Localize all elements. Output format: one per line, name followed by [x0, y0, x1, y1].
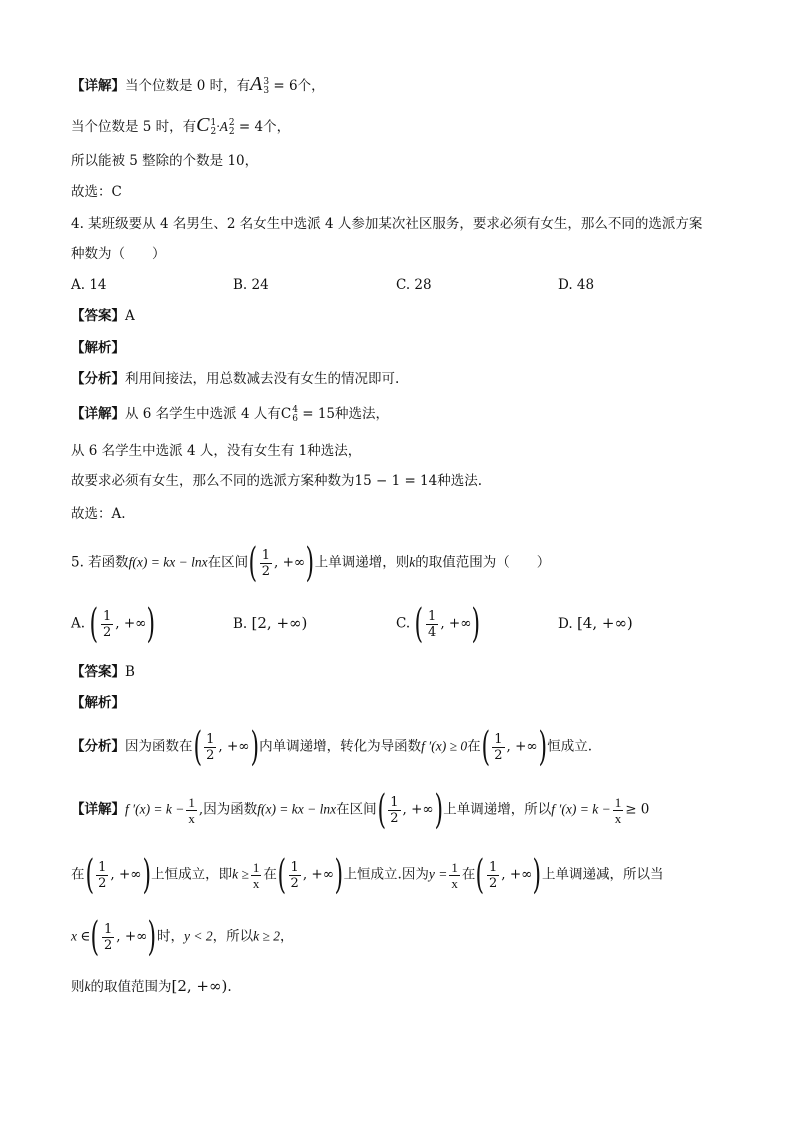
result: = 6个， — [269, 78, 325, 94]
q5-stem: 5. 若函数f(x) = kx − lnx在区间( $\frac{1}{2}$ , +∞)上单调递增，则k的取值范围为（ ） — [71, 540, 551, 586]
right-paren: ) — [305, 540, 315, 586]
q5-detail-line2: 在( $\frac{1}{2}$ , +∞)上恒成立，即k ≥ $\frac{1}{x}$ 在( $\frac{1}{2}$ , +∞)上恒成立.因为y = $\frac{1}{x}$ 在( $\frac{1}{2}$ , +∞)上单调递减，所以当 — [71, 852, 664, 898]
q5-option-a: A. ( $\frac{1}{2}$ , +∞) — [71, 601, 156, 647]
q5-answer — [71, 663, 135, 681]
answer-value: B — [125, 664, 135, 680]
perm-symbol: A — [250, 73, 263, 95]
q5-fenxi: 【分析】因为函数在( $\frac{1}{2}$ , +∞)内单调递增，转化为导函数f ′(x) ≥ 0在( $\frac{1}{2}$ , +∞)恒成立. — [71, 724, 593, 770]
q4-option-c: C. 28 — [396, 277, 432, 293]
comb-indices: 4 6 — [292, 404, 298, 424]
detail-tag: 【详解】 — [71, 406, 125, 422]
answer-tag: 【答案】 — [71, 664, 125, 680]
q4-conclusion: 故选：A. — [71, 506, 126, 522]
comb-symbol: C — [280, 406, 292, 422]
q3-conclusion: 故选：C — [71, 184, 122, 200]
q5-detail-line3: x ∈( $\frac{1}{2}$ , +∞)时，y < 2，所以k ≥ 2， — [71, 914, 294, 960]
fraction: $\frac{1}{2}$ — [261, 547, 270, 579]
q4-option-a: A. 14 — [71, 277, 107, 293]
q4-analysis-tag: 【解析】 — [71, 340, 125, 356]
text: 当个位数是 0 时，有 — [125, 78, 251, 94]
answer-tag: 【答案】 — [71, 308, 125, 324]
q5-detail-line1: 【详解】f ′(x) = k − $\frac{1}{x}$ ,因为函数f(x) = kx − lnx在区间( $\frac{1}{2}$ , +∞)上单调递增，所以f ′(x) = k − $\frac{1}{x}$ ≥ 0 — [71, 787, 650, 833]
q4-stem-line1: 4. 某班级要从 4 名男生、2 名女生中选派 4 人参加某次社区服务，要求必须有女生，那么不同的选派方案 — [71, 216, 703, 232]
perm-symbol: ·A — [216, 119, 228, 134]
q4-option-d: D. 48 — [558, 277, 595, 293]
q5-option-d: D. [4, +∞) — [558, 614, 633, 632]
q3-detail-line3: 所以能被 5 整除的个数是 10， — [71, 153, 259, 169]
q4-detail-line3: 故要求必须有女生，那么不同的选派方案种数为15 − 1 = 14种选法. — [71, 473, 483, 489]
result: = 4个， — [234, 119, 291, 135]
q4-detail-line1: 【详解】从 6 名学生中选派 4 人有C 4 6 = 15种选法， — [71, 404, 389, 424]
q3-detail-line1 — [71, 75, 325, 96]
comb-symbol: C — [196, 114, 210, 136]
q4-stem-line2: 种数为（ ） — [71, 246, 166, 262]
comb-indices: 1 2 — [210, 117, 217, 137]
text: 当个位数是 5 时，有 — [71, 119, 197, 135]
q5-detail-line4: 则k的取值范围为[2, +∞). — [71, 977, 232, 995]
detail-tag: 【详解】 — [71, 78, 125, 94]
perm-indices: 2 2 — [228, 117, 235, 137]
q5-option-b: B. [2, +∞) — [233, 614, 308, 632]
expr: 15 − 1 = 14 — [354, 473, 438, 489]
answer-value: A — [125, 308, 135, 324]
function-expr: f(x) = kx − lnx — [128, 554, 208, 570]
q4-option-b: B. 24 — [233, 277, 269, 293]
q4-detail-line2: 从 6 名学生中选派 4 人，没有女生有 1种选法， — [71, 443, 362, 459]
left-paren: ( — [248, 540, 258, 586]
q3-detail-line2 — [71, 116, 290, 137]
perm-indices: 3 3 — [263, 76, 270, 96]
q5-option-c: C. ( $\frac{1}{4}$ , +∞) — [396, 601, 481, 647]
q4-fenxi: 【分析】利用间接法，用总数减去没有女生的情况即可. — [71, 371, 400, 387]
q5-analysis-tag: 【解析】 — [71, 695, 125, 711]
fenxi-tag: 【分析】 — [71, 371, 125, 387]
q4-answer — [71, 307, 135, 325]
